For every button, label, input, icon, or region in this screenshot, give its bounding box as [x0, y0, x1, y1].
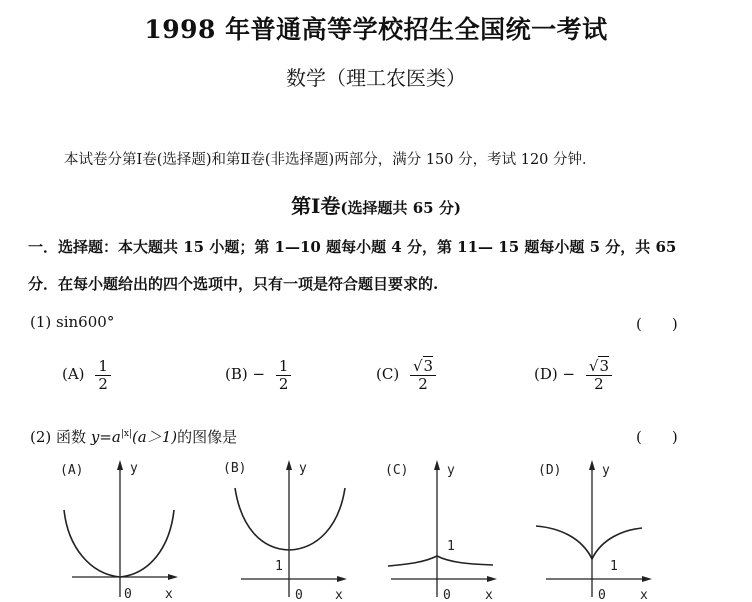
fraction: $\frac{1}{2}$	[276, 358, 292, 392]
svg-text:(C): (C)	[385, 463, 409, 478]
curve	[235, 488, 345, 550]
svg-text:0: 0	[598, 588, 606, 602]
part-heading-note: (选择题共 65 分)	[340, 199, 461, 217]
question-number: (2)	[30, 428, 52, 446]
fraction: $\frac{√3}{2}$	[410, 358, 436, 392]
curve	[388, 556, 493, 566]
svg-text:0: 0	[124, 587, 132, 602]
exam-intro: 本试卷分第Ⅰ卷(选择题)和第Ⅱ卷(非选择题)两部分，满分 150 分，考试 120 分钟．	[64, 152, 597, 168]
question-2-stem: (2) 函数 $y=a^{|x|}(a>1)$的图像是	[30, 428, 238, 446]
instructions-line1: 一．选择题：本大题共 15 小题；第 1—10 题每小题 4 分，第 11— 15 题每小题 5 分，共 65	[28, 238, 677, 256]
arrow-up-icon	[117, 460, 123, 470]
part-heading-title: 第Ⅰ卷	[291, 194, 341, 218]
arrow-right-icon	[168, 574, 178, 580]
question-text: sin600°	[56, 313, 115, 331]
svg-text:(B): (B)	[223, 461, 247, 476]
question-1-option-a[interactable]	[62, 358, 111, 392]
svg-text:1: 1	[610, 559, 618, 574]
exam-title: 1998 年普通高等学校招生全国统一考试	[144, 15, 608, 44]
graph-option-d[interactable]	[530, 452, 690, 602]
sqrt-icon: √3	[588, 357, 609, 375]
svg-text:y: y	[602, 463, 610, 478]
svg-text:1: 1	[275, 559, 283, 574]
arrow-up-icon	[286, 460, 292, 470]
question-1-stem	[30, 313, 114, 331]
option-label: (A)	[62, 365, 85, 383]
question-1-option-d[interactable]: (D) − $\frac{√3}{2}$	[534, 358, 612, 392]
question-2-answer-blank[interactable]: ( )	[636, 428, 678, 446]
svg-text:x: x	[165, 587, 173, 602]
option-label: (B)	[225, 365, 248, 383]
sqrt-icon: √3	[412, 357, 434, 375]
graph-option-a[interactable]	[50, 452, 210, 602]
arrow-up-icon	[434, 460, 440, 470]
question-1-option-b[interactable]: (B) − $\frac{1}{2}$	[225, 358, 291, 392]
question-1-answer-blank[interactable]: ( )	[636, 315, 678, 333]
svg-text:(D): (D)	[538, 463, 562, 478]
question-number: (1)	[30, 313, 52, 331]
part-heading	[0, 190, 752, 219]
graph-option-c[interactable]	[375, 452, 525, 602]
arrow-right-icon	[487, 576, 497, 582]
instructions-line2: 分．在每小题给出的四个选项中，只有一项是符合题目要求的.	[28, 275, 439, 293]
svg-text:x: x	[640, 588, 648, 602]
svg-text:y: y	[130, 461, 138, 476]
option-label: (C)	[376, 365, 400, 383]
exam-subtitle: 数学（理工农医类）	[286, 66, 466, 90]
option-label: (D)	[534, 365, 558, 383]
svg-text:x: x	[335, 588, 343, 602]
arrow-right-icon	[337, 576, 347, 582]
svg-text:y: y	[447, 463, 455, 478]
svg-text:(A): (A)	[60, 463, 84, 478]
svg-text:0: 0	[443, 588, 451, 602]
svg-text:y: y	[299, 461, 307, 476]
question-1-option-c[interactable]	[376, 358, 436, 392]
arrow-right-icon	[642, 576, 652, 582]
curve	[536, 526, 642, 559]
curve	[64, 510, 174, 577]
svg-text:1: 1	[447, 539, 455, 554]
fraction: $\frac{1}{2}$	[95, 358, 111, 392]
graph-option-b[interactable]	[215, 452, 375, 602]
svg-text:0: 0	[295, 588, 303, 602]
arrow-up-icon	[589, 460, 595, 470]
svg-text:x: x	[485, 588, 493, 602]
fraction: $\frac{√3}{2}$	[586, 358, 612, 392]
